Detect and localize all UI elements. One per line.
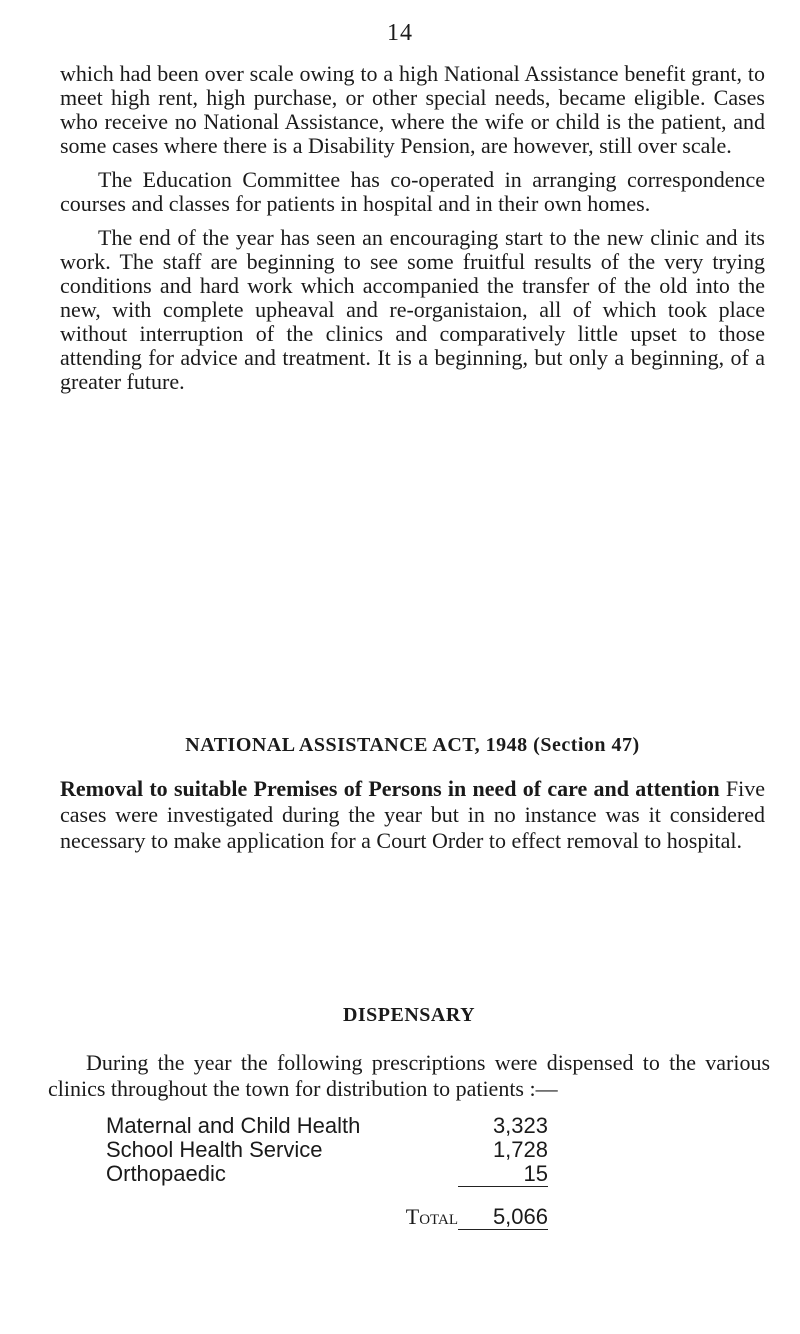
table-row [106,1162,548,1187]
national-assistance-paragraph [60,776,765,854]
row-label: Maternal and Child Health [106,1113,361,1138]
total-row [106,1187,548,1230]
total-value: 5,066 [458,1187,548,1230]
row-label: School Health Service [106,1137,323,1162]
page-number: 14 [387,20,413,46]
national-assistance-heading: NATIONAL ASSISTANCE ACT, 1948 (Section 47) [185,734,640,756]
national-assistance-section [60,732,765,854]
dispensary-intro: During the year the following prescriptions were dispensed to the various clinics throughout the town for distribution to patients :— [48,1050,770,1101]
national-assistance-subheading: Removal to suitable Premises of Persons in need of care and attention [60,776,720,801]
table-row [106,1114,548,1138]
intro-paragraph-3: The end of the year has seen an encouraging start to the new clinic and its work. The staff are beginning to see some fruitful results of the very trying conditions and hard work which accompanied the transfer of the old into the new, with complete upheaval and re-organistaion, all of which took place without interruption of the clinics and comparatively little upset to those attending for advice and treatment. It is a beginning, but only a beginning, of a greater future. [60,225,765,394]
total-label: Total [405,1203,458,1229]
dispensary-heading: DISPENSARY [342,1004,476,1026]
intro-paragraph-2: The Education Committee has co-operated in arranging correspondence courses and classes for patients in hospital and in their own homes. [60,167,765,216]
row-value: 1,728 [492,1137,548,1162]
row-value: 3,323 [492,1113,548,1138]
table-row [106,1138,548,1162]
row-value: 15 [458,1162,548,1187]
national-assistance-body: Five cases were investigated during the year but in no instance was it considered necessary to make application for a Court Order to effect removal to hospital. [60,776,765,853]
row-label: Orthopaedic [106,1161,226,1186]
intro-text [60,62,765,404]
dispensary-section [48,1002,770,1230]
prescriptions-table [106,1114,548,1230]
intro-paragraph-1: which had been over scale owing to a high National Assistance benefit grant, to meet high rent, high purchase, or other special needs, became eligible. Cases who receive no National Assistance, where the wife or child is the patient, and some cases where there is a Disability Pension, are however, still over scale. [60,61,765,158]
